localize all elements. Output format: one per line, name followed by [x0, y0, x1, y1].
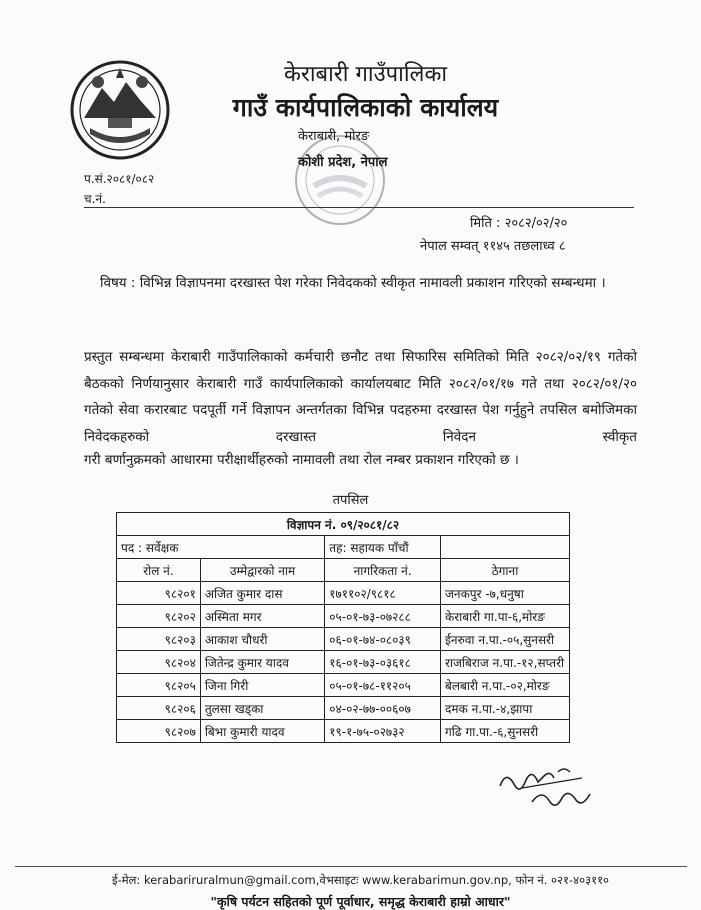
roll-number: ९८२०५ [117, 674, 201, 697]
dispatch-number: च.नं. [84, 192, 106, 206]
table-row [117, 674, 570, 697]
candidate-name: अस्मिता मगर [200, 605, 324, 628]
office-name: गाउँ कार्यपालिकाको कार्यालय [232, 93, 499, 122]
footer-contact: ई-मेल: kerabariruralmun@gmail.com,वेभसाइटः www.kerabarimun.gov.np, फोन नं. ०२१-४०३११० [111, 873, 610, 887]
citizenship-number: ०५-०१-७८-११२०५ [325, 674, 441, 697]
roll-number: ९८२०२ [117, 605, 201, 628]
candidate-name: तुलसा खड्का [200, 697, 324, 720]
candidate-address: केराबारी गा.पा-६,मोरङ [441, 605, 570, 628]
reference-number: प.सं.२०८१/०८२ [84, 172, 155, 186]
letter-body: प्रस्तुत सम्बन्धमा केराबारी गाउँपालिकाको कर्मचारी छनौट तथा सिफारिस समितिको मिति २०८२/०२/१९ गतेको बैठकको निर्णयानुसार केराबारी गाउँ कार्यपालिकाको कार्यालयबाट मिति २०८२/०१/१७ गते तथा २०८२/०१/२० गतेको सेवा करारबाट पदपूर्ती गर्ने विज्ञापन अन्तर्गतका विभिन्न पदहरुमा दरखास्त पेश गर्नुहुने तपसिल बमोजिमका निवेदकहरुको दरखास्त निवेदन स्वीकृत [84, 349, 637, 445]
footer-motto: "कृषि पर्यटन सहितको पूर्ण पूर्वाधार, समृद्ध केराबारी हाम्रो आधार" [210, 894, 511, 909]
table-post-row [117, 536, 570, 559]
header-divider [84, 207, 634, 208]
organization-name: केराबारी गाउँपालिका [283, 62, 448, 87]
table-row [117, 651, 570, 674]
table-row [117, 720, 570, 743]
roll-number: ९८२०७ [117, 720, 201, 743]
address-line-2: कोशी प्रदेश, नेपाल [298, 155, 388, 170]
table-row [117, 697, 570, 720]
candidate-address: बेलबारी न.पा.-०२,मोरङ [441, 674, 570, 697]
candidate-name: जिना गिरी [200, 674, 324, 697]
citizenship-number: ०६-०१-७४-०८०३९ [325, 628, 441, 651]
citizenship-number: १६-०१-७३-०३६१८ [325, 651, 441, 674]
nepal-sambat-date: नेपाल सम्वत् ११४५ तछलाध्व ८ [420, 239, 566, 254]
footer-divider [15, 866, 687, 867]
candidate-address: जनकपुर -७,धनुषा [441, 582, 570, 605]
letter-date: मिति : २०८२/०२/२० [470, 216, 568, 231]
letter-body-last-line: गरी बर्णानुक्रमको आधारमा परीक्षार्थीहरुको नामावली तथा रोल नम्बर प्रकाशन गरिएको छ । [84, 452, 519, 468]
citizenship-number: १७११०२/९८१८ [325, 582, 441, 605]
candidate-name: अजित कुमार दास [200, 582, 324, 605]
roll-number: ९८२०३ [117, 628, 201, 651]
candidate-address: राजबिराज न.पा.-१२,सप्तरी [441, 651, 570, 674]
column-header-roll: रोल नं. [117, 559, 201, 582]
candidate-address: दमक न.पा.-४,झापा [441, 697, 570, 720]
schedule-heading: तपसिल [332, 493, 369, 508]
address-line-1: केराबारी, मोरङ [298, 129, 370, 144]
table-row [117, 582, 570, 605]
candidate-address: गढि गा.पा.-६,सुनसरी [441, 720, 570, 743]
candidate-address: ईनरुवा न.पा.-०५,सुनसरी [441, 628, 570, 651]
table-header-row [117, 559, 570, 582]
empty-cell [441, 536, 570, 559]
citizenship-number: ०५-०१-७३-०७२८८ [325, 605, 441, 628]
column-header-name: उम्मेद्वारको नाम [200, 559, 324, 582]
candidate-table [116, 512, 570, 743]
office-seal-stamp [290, 130, 390, 230]
candidate-name: जितेन्द्र कुमार यादव [200, 651, 324, 674]
roll-number: ९८२०६ [117, 697, 201, 720]
roll-number: ९८२०४ [117, 651, 201, 674]
column-header-address: ठेगाना [441, 559, 570, 582]
level-label: तह: सहायक पाँचौं [325, 536, 441, 559]
citizenship-number: १९-१-७५-०२७३२ [325, 720, 441, 743]
table-advert-row [117, 513, 570, 536]
signature [492, 758, 602, 818]
candidate-name: आकाश चौधरी [200, 628, 324, 651]
candidate-name: बिभा कुमारी यादव [200, 720, 324, 743]
post-label: पद : सर्वेक्षक [117, 536, 325, 559]
roll-number: ९८२०१ [117, 582, 201, 605]
letter-subject: विषय : विभिन्न विज्ञापनमा दरखास्त पेश गरेका निवेदकको स्वीकृत नामावली प्रकाशन गरिएको सम्बन्धमा । [100, 275, 606, 291]
table-row [117, 628, 570, 651]
advert-number: विज्ञापन नं. ०९/२०८१/८२ [117, 513, 570, 536]
column-header-citizenship: नागरिकता नं. [325, 559, 441, 582]
citizenship-number: ०४-०२-७७-००६०७ [325, 697, 441, 720]
table-row [117, 605, 570, 628]
